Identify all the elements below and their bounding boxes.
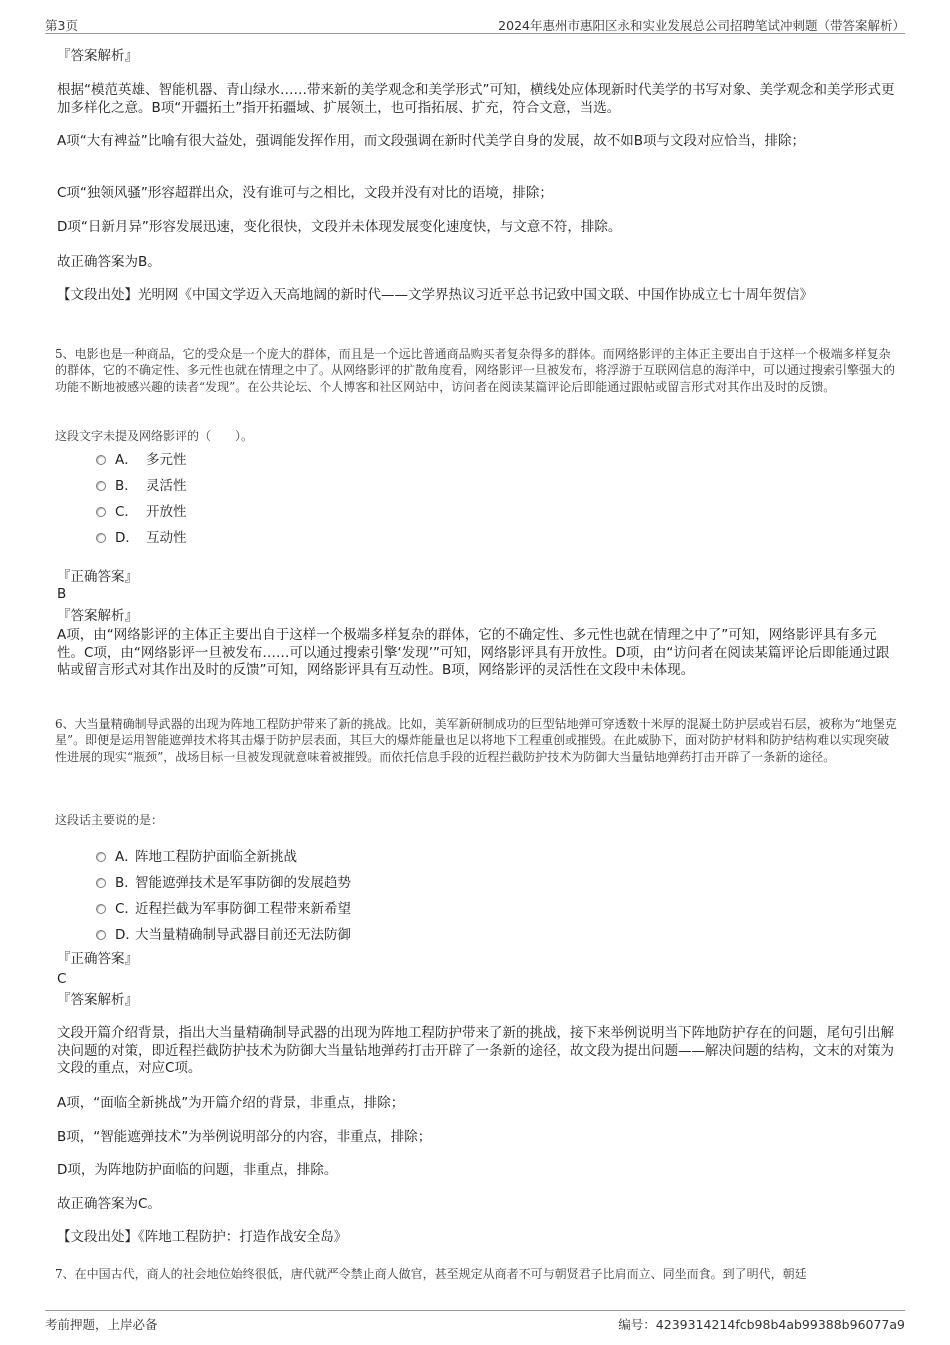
- final-answer: 故正确答案为C。: [57, 1196, 161, 1212]
- analysis-paragraph: B项，“智能遮弹技术”为举例说明部分的内容，非重点，排除；: [57, 1129, 432, 1145]
- page-header: [45, 14, 905, 34]
- radio-icon[interactable]: [96, 930, 106, 940]
- option-letter: C．: [115, 504, 138, 520]
- option-b[interactable]: [96, 474, 187, 494]
- correct-answer-label: 『正确答案』: [57, 569, 138, 585]
- question-stem: 5、电影也是一种商品，它的受众是一个庞大的群体，而且是一个远比普通商品购买者复杂得多的群体。而网络影评的主体正主要出自于这样一个极端多样复杂的群体，它的不确定性、多元性也就在情理之中了。从网络影评的扩散角度看，网络影评一旦被发布，将浮游于互联网信息的海洋中，可以通过搜索引擎强大的功能不断地被感兴趣的读者“发现”。在公共论坛、个人博客和社区网站中，访问者在阅读某篇评论后即能通过跟帖或留言形式对其作出及时的反馈。: [55, 347, 896, 394]
- option-text: 开放性: [146, 504, 187, 520]
- radio-icon[interactable]: [96, 852, 106, 862]
- option-d[interactable]: [96, 526, 187, 546]
- footer-slogan: 考前押题，上岸必备: [45, 1317, 158, 1332]
- analysis-paragraph: D项“日新月异”形容发展迅速，变化很快，文段并未体现发展变化速度快，与文意不符，排除。: [57, 219, 622, 235]
- option-text: 多元性: [146, 452, 187, 468]
- analysis-paragraph: A项“大有裨益”比喻有很大益处，强调能发挥作用，而文段强调在新时代美学自身的发展，故不如B项与文段对应恰当，排除；: [57, 133, 805, 149]
- option-a[interactable]: [96, 448, 187, 468]
- analysis-paragraph: A项，“面临全新挑战”为开篇介绍的背景，非重点，排除；: [57, 1095, 405, 1111]
- question-stem: 7、在中国古代，商人的社会地位始终很低，唐代就严令禁止商人做官，甚至规定从商者不可与朝贤君子比肩而立、同坐而食。到了明代，朝廷: [55, 1267, 807, 1281]
- radio-icon[interactable]: [96, 533, 106, 543]
- document-title: 2024年惠州市惠阳区永和实业发展总公司招聘笔试冲刺题（带答案解析）: [498, 18, 905, 33]
- option-text: 近程拦截为军事防御工程带来新希望: [135, 901, 351, 917]
- analysis-label: 『答案解析』: [57, 992, 138, 1008]
- question-prompt: 这段话主要说的是：: [55, 813, 164, 827]
- option-letter: D．: [115, 530, 139, 546]
- option-b[interactable]: [96, 871, 351, 891]
- option-text: 灵活性: [146, 478, 187, 494]
- correct-answer: B: [57, 586, 67, 602]
- radio-icon[interactable]: [96, 507, 106, 517]
- option-letter: A．: [115, 849, 138, 865]
- analysis-paragraph: 文段开篇介绍背景，指出大当量精确制导武器的出现为阵地工程防护带来了新的挑战，接下来举例说明当下阵地防护存在的问题，尾句引出解决问题的对策，即近程拦截防护技术为防御大当量钻地弹药打击开辟了一条新的途径，故文段为提出问题——解决问题的结构，文末的对策为文段的重点，对应C项。: [57, 1025, 894, 1076]
- option-c[interactable]: [96, 500, 187, 520]
- source-citation: 【文段出处】光明网《中国文学迈入天高地阔的新时代——文学界热议习近平总书记致中国文联、中国作协成立七十周年贺信》: [57, 287, 813, 303]
- option-d[interactable]: [96, 923, 351, 943]
- final-answer: 故正确答案为B。: [57, 254, 161, 270]
- correct-answer: C: [57, 971, 67, 987]
- page-footer: [45, 1310, 905, 1332]
- analysis-paragraph: C项“独领风骚”形容超群出众，没有谁可与之相比，文段并没有对比的语境，排除；: [57, 185, 553, 201]
- option-letter: D．: [115, 927, 139, 943]
- option-letter: B．: [115, 478, 138, 494]
- option-text: 阵地工程防护面临全新挑战: [135, 849, 297, 865]
- analysis-paragraph: D项，为阵地防护面临的问题，非重点，排除。: [57, 1162, 338, 1178]
- question-stem: 6、大当量精确制导武器的出现为阵地工程防护带来了新的挑战。比如，美军新研制成功的巨型钻地弹可穿透数十米厚的混凝土防护层或岩石层，被称为“地堡克星”。即便是运用智能遮弹技术将其击爆于防护层表面，其巨大的爆炸能量也足以将地下工程重创或摧毁。在此威胁下，面对防护材料和防护结构难以实现突破性进展的现实“瓶颈”，战场目标一旦被发现就意味着被摧毁。而依托信息手段的近程拦截防护技术为防御大当量钻地弹药打击开辟了一条新的途径。: [55, 717, 897, 764]
- option-letter: B．: [115, 875, 138, 891]
- option-text: 智能遮弹技术是军事防御的发展趋势: [135, 875, 351, 891]
- radio-icon[interactable]: [96, 481, 106, 491]
- radio-icon[interactable]: [96, 455, 106, 465]
- option-text: 大当量精确制导武器目前还无法防御: [135, 927, 351, 943]
- page-number: 第3页: [45, 18, 78, 33]
- option-letter: C．: [115, 901, 138, 917]
- document-id: 编号：4239314214fcb98b4ab99388b96077a9: [618, 1317, 905, 1332]
- question-prompt: 这段文字未提及网络影评的（ ）。: [55, 429, 254, 443]
- option-c[interactable]: [96, 897, 351, 917]
- option-a[interactable]: [96, 845, 297, 865]
- option-text: 互动性: [146, 530, 187, 546]
- analysis-label: 『答案解析』: [57, 48, 138, 64]
- radio-icon[interactable]: [96, 904, 106, 914]
- source-citation: 【文段出处】《阵地工程防护：打造作战安全岛》: [57, 1229, 348, 1245]
- analysis-label: 『答案解析』: [57, 608, 138, 624]
- analysis-paragraph: 根据“模范英雄、智能机器、青山绿水……带来新的美学观念和美学形式”可知，横线处应体现新时代美学的书写对象、美学观念和美学形式更加多样化之意。B项“开疆拓土”指开拓疆域、扩展领土，也可指拓展、扩充，符合文意，当选。: [57, 82, 895, 116]
- option-letter: A．: [115, 452, 138, 468]
- radio-icon[interactable]: [96, 878, 106, 888]
- correct-answer-label: 『正确答案』: [57, 951, 138, 967]
- analysis-paragraph: A项，由“网络影评的主体正主要出自于这样一个极端多样复杂的群体，它的不确定性、多元性也就在情理之中了”可知，网络影评具有多元性。C项，由“网络影评一旦被发布……可以通过搜索引擎‘发现’”可知，网络影评具有开放性。D项，由“访问者在阅读某篇评论后即能通过跟帖或留言形式对其作出及时的反馈”可知，网络影评具有互动性。B项，网络影评的灵活性在文段中未体现。: [57, 627, 890, 678]
